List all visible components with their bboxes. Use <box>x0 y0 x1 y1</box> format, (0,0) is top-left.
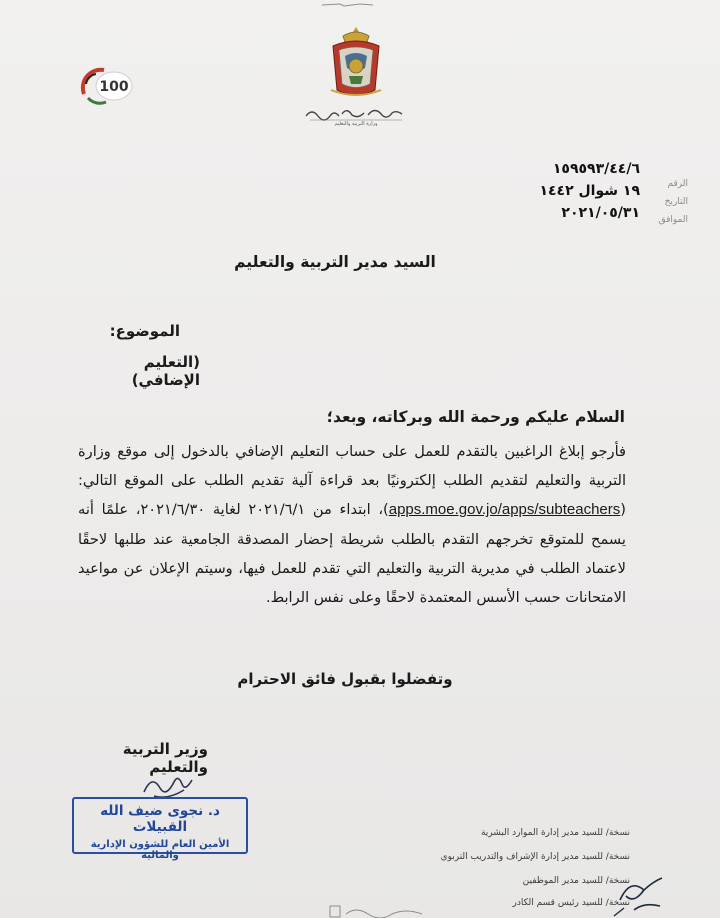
centennial-100-logo-icon <box>78 62 136 108</box>
signer-title: وزير التربية والتعليم <box>122 740 208 776</box>
ministry-logo-calligraphy <box>300 102 412 126</box>
top-header-mark <box>320 0 375 8</box>
subject-label: الموضوع: <box>109 322 180 340</box>
initials-signature-icon <box>612 870 670 918</box>
greeting: السلام عليكم ورحمة الله وبركاته، وبعد؛ <box>326 408 625 426</box>
hijri-date: ١٩ شوال ١٤٤٢ <box>539 183 640 199</box>
corresponding-label: الموافق <box>658 215 688 225</box>
cc-line: نسخة/ للسيد مدير إدارة الموارد البشرية <box>480 828 630 838</box>
reference-labels <box>648 175 688 229</box>
gregorian-date: ٢٠٢١/٠٥/٣١ <box>561 205 640 221</box>
reference-number: ١٥٩٥٩٣/٤٤/٦ <box>552 161 640 177</box>
body-text-part-2: )، ابتداء من ٢٠٢١/٦/١ لغاية ٢٠٢١/٦/٣٠، علمًا أنه يسمح للمتوقع تخرجهم التقدم بالطلب شريطة إحضار المصدقة الجامعية عند طلبها لاحقًا لاعتماد الطلب في مديرية التربية والتعليم التي تقدم للعمل فيها، وسيتم الإعلان عن مواعيد الامتحانات حسب الأسس المعتمدة لاحقًا وعلى نفس الرابط. <box>78 501 626 607</box>
addressee: السيد مدير التربية والتعليم <box>234 253 436 271</box>
jordan-coat-of-arms-icon <box>325 24 387 100</box>
cc-line: نسخة/ للسيد مدير إدارة الإشراف والتدريب التربوي <box>440 852 630 862</box>
closing-line: وتفضلوا بقبول فائق الاحترام <box>237 670 453 688</box>
svg-text:وزارة التربية والتعليم: وزارة التربية والتعليم <box>334 121 378 126</box>
date-label: التاريخ <box>664 197 688 207</box>
letter-body <box>78 437 626 612</box>
official-stamp <box>72 797 248 861</box>
footer-scribble <box>328 902 458 918</box>
application-url-link[interactable]: apps.moe.gov.jo/apps/subteachers <box>388 501 621 519</box>
subject-value: (التعليم الإضافي) <box>131 353 200 389</box>
stamp-name: د. نجوى ضيف الله القبيلات <box>100 803 220 835</box>
reference-values <box>538 158 640 224</box>
cc-line: نسخة/ للسيد مدير الموظفين <box>522 876 630 886</box>
stamp-title: الأمين العام للشؤون الإدارية والمالية <box>90 839 230 861</box>
number-label: الرقم <box>667 179 688 189</box>
cc-line: نسخة/ للسيد رئيس قسم الكادر <box>512 898 630 908</box>
body-text-part-1: فأرجو إبلاغ الراغبين بالتقدم للعمل على حساب التعليم الإضافي بالدخول إلى موقع وزارة التربية والتعليم لتقديم الطلب إلكترونيًا بعد قراءة آلية تقديم الطلب على الموقع التالي: ( <box>78 443 626 519</box>
svg-text:100: 100 <box>99 79 129 95</box>
